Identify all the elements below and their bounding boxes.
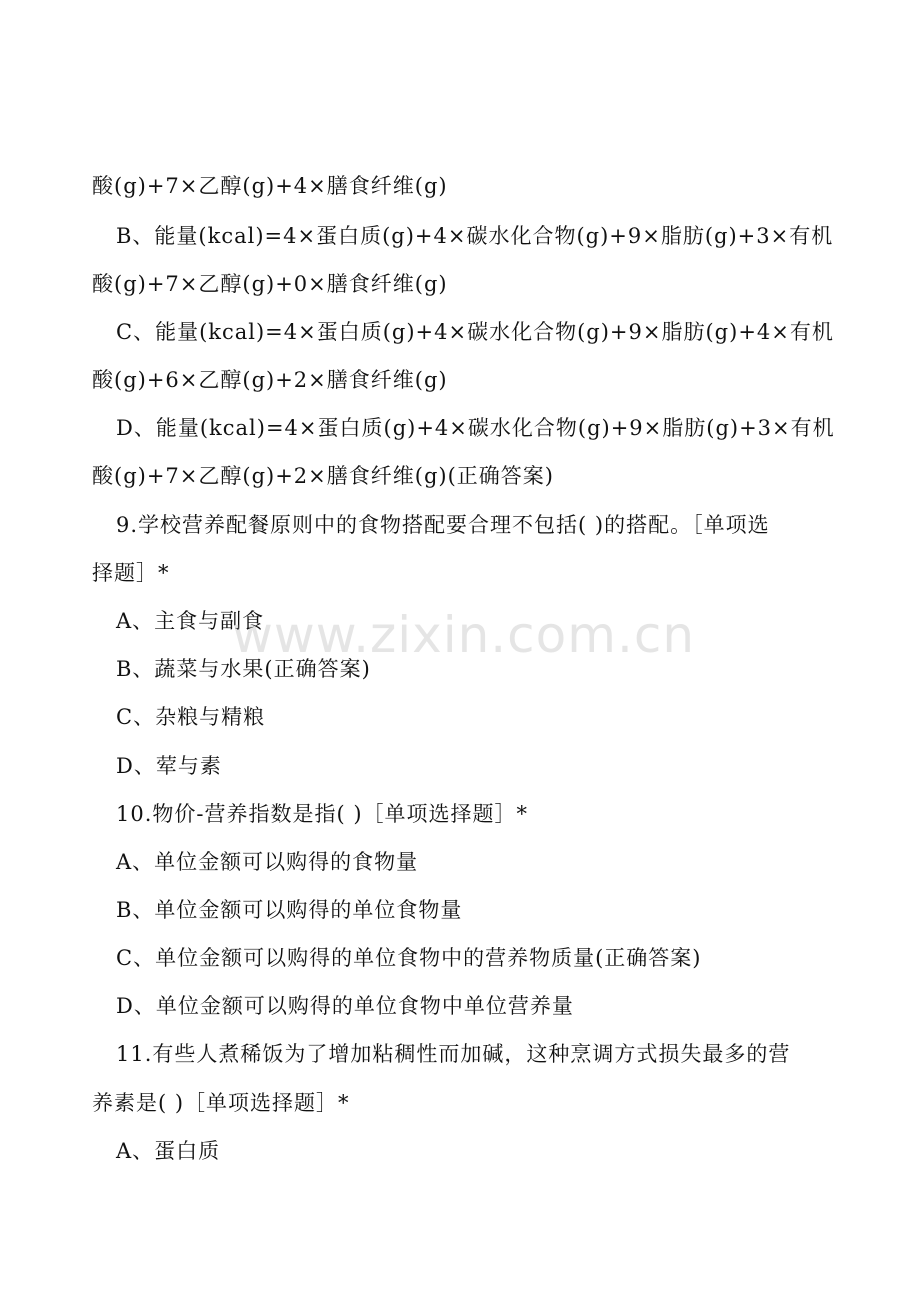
- q9-option-c: C、杂粮与精粮: [116, 705, 266, 729]
- text-line: 酸(g)+7×乙醇(g)+0×膳食纤维(g): [92, 272, 448, 296]
- option-c-line: C、能量(kcal)=4×蛋白质(g)+4×碳水化合物(g)+9×脂肪(g)+4×有机: [116, 320, 834, 344]
- question-11: 11.有些人煮稀饭为了增加粘稠性而加碱，这种烹调方式损失最多的营: [116, 1042, 791, 1066]
- q10-option-a: A、单位金额可以购得的食物量: [116, 850, 419, 874]
- text-line: 酸(g)+7×乙醇(g)+4×膳食纤维(g): [92, 174, 448, 198]
- question-10: 10.物价-营养指数是指( )［单项选择题］*: [116, 802, 529, 826]
- text-line: 酸(g)+6×乙醇(g)+2×膳食纤维(g): [92, 368, 448, 392]
- question-9-cont: 择题］*: [92, 561, 170, 585]
- q9-option-b: B、蔬菜与水果(正确答案): [116, 657, 371, 681]
- q10-option-d: D、单位金额可以购得的单位食物中单位营养量: [116, 994, 574, 1018]
- question-9: 9.学校营养配餐原则中的食物搭配要合理不包括( )的搭配。［单项选: [116, 513, 770, 537]
- q10-option-b: B、单位金额可以购得的单位食物量: [116, 898, 463, 922]
- q9-option-a: A、主食与副食: [116, 609, 265, 633]
- text-line: 酸(g)+7×乙醇(g)+2×膳食纤维(g)(正确答案): [92, 464, 554, 488]
- question-11-cont: 养素是( )［单项选择题］*: [92, 1091, 350, 1115]
- option-d-line: D、能量(kcal)=4×蛋白质(g)+4×碳水化合物(g)+9×脂肪(g)+3×有机: [116, 416, 835, 440]
- watermark: www.zixin.com.cn: [232, 606, 696, 664]
- q9-option-d: D、荤与素: [116, 754, 222, 778]
- q10-option-c: C、单位金额可以购得的单位食物中的营养物质量(正确答案): [116, 946, 702, 970]
- q11-option-a: A、蛋白质: [116, 1139, 221, 1163]
- option-b-line: B、能量(kcal)=4×蛋白质(g)+4×碳水化合物(g)+9×脂肪(g)+3×有机: [116, 224, 834, 248]
